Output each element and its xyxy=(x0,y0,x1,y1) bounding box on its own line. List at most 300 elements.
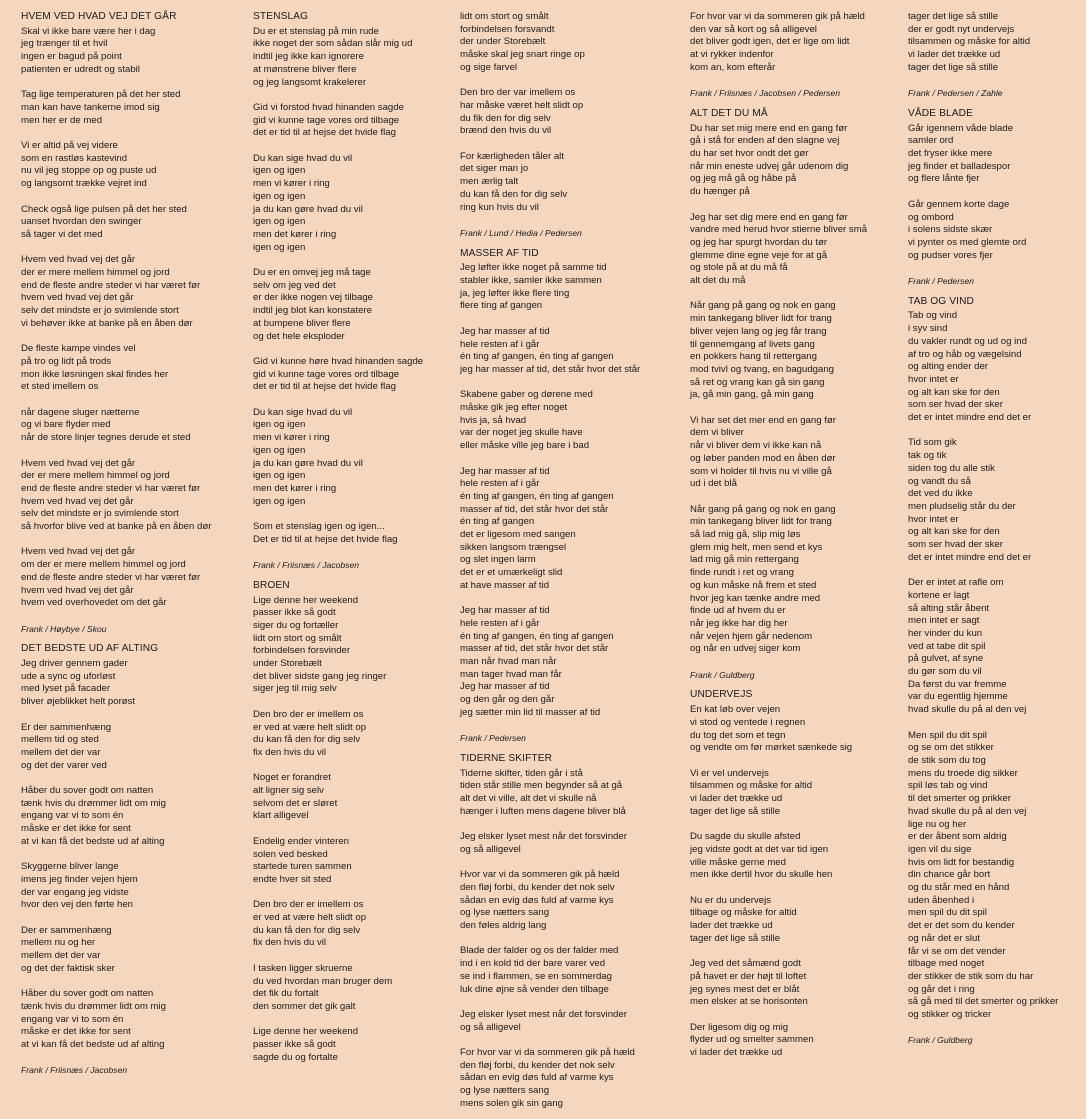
lyric-line: og se om det stikker xyxy=(908,742,994,754)
lyric-line: mod tvivl og tvang, en bagudgang xyxy=(690,363,835,375)
lyric-line: det er tid til at hejse det hvide flag xyxy=(253,381,396,393)
lyric-line: og så alligevel xyxy=(460,843,521,855)
song-credit: Frank / Guldberg xyxy=(690,669,755,680)
lyric-line: når dagene sluger nætterne xyxy=(21,406,140,418)
lyric-line: og vandt du så xyxy=(908,475,971,487)
lyric-line: og det der faktisk sker xyxy=(21,962,115,974)
stanza xyxy=(21,204,211,242)
song-title: DET BEDSTE UD AF ALTING xyxy=(21,643,159,655)
lyric-line: din chance går bort xyxy=(908,869,991,881)
lyric-line: det er intet mindre end det er xyxy=(908,412,1032,424)
lyric-line: du gør som du vil xyxy=(908,666,982,678)
lyric-line: og når det er slut xyxy=(908,932,980,944)
lyric-line: men elsker at se horisonten xyxy=(690,996,808,1008)
lyrics-column-5 xyxy=(908,11,1058,1055)
lyric-line: at bumpene bliver flere xyxy=(253,317,351,329)
lyric-line: ring kun hvis du vil xyxy=(460,201,539,213)
lyric-line: én ting af gangen, én ting af gangen xyxy=(460,490,614,502)
lyric-line: gid vi kunne tage vores ord tilbage xyxy=(253,114,400,126)
song-credit: Frank / Høybye / Skou xyxy=(21,623,107,634)
lyric-line: ja, gå min gang, gå min gang xyxy=(690,389,814,401)
lyric-line: vi behøver ikke at banke på en åben dør xyxy=(21,317,193,329)
lyric-line: tilsammen og måske for altid xyxy=(690,780,813,792)
lyric-line: og stole på at du må få xyxy=(690,262,788,274)
lyric-line: igen og igen xyxy=(253,190,306,202)
lyric-line: Jeg driver gennem gader xyxy=(21,658,128,670)
stanza xyxy=(21,925,211,976)
lyric-line: og så alligevel xyxy=(460,1021,521,1033)
stanza xyxy=(690,895,867,946)
lyric-line: én ting af gangen, én ting af gangen xyxy=(460,630,614,642)
lyric-line: får vi se om det vender xyxy=(908,945,1006,957)
lyric-line: måske skal jeg snart ringe op xyxy=(460,49,585,61)
lyric-line: ja du kan gøre hvad du vil xyxy=(253,457,363,469)
stanza xyxy=(460,11,640,75)
lyric-line: siden tog du alle stik xyxy=(908,462,995,474)
lyric-line: i syv sind xyxy=(908,323,948,335)
lyric-line: finde rundt i ret og vrang xyxy=(690,567,794,579)
lyric-line: med lyset på facader xyxy=(21,683,111,695)
song-credit: Frank / Pedersen / Zahle xyxy=(908,88,1003,99)
stanza xyxy=(908,123,1058,187)
lyric-line: se ind i flammen, se en sommerdag xyxy=(460,970,612,982)
lyric-line: Du er et stenslag på min rude xyxy=(253,25,379,37)
lyric-line: igen og igen xyxy=(253,419,306,431)
stanza xyxy=(908,577,1058,717)
lyric-line: ud i det blå xyxy=(690,478,737,490)
lyric-line: mellem det der var xyxy=(21,950,101,962)
lyric-line: til gennemgang af livets gang xyxy=(690,338,815,350)
lyric-line: igen og igen xyxy=(253,444,306,456)
lyric-line: det er ligesom med sangen xyxy=(460,529,576,541)
lyric-line: en pokkers hang til rettergang xyxy=(690,351,817,363)
lyric-line: Når gang på gang og nok en gang xyxy=(690,300,836,312)
stanza xyxy=(690,768,867,819)
lyric-line: og du står med en hånd xyxy=(908,882,1010,894)
lyric-line: og kun måske nå frem et sted xyxy=(690,579,817,591)
stanza xyxy=(21,254,211,330)
lyric-line: I tasken ligger skruerne xyxy=(253,962,353,974)
lyric-line: der stikker de stik som du har xyxy=(908,970,1034,982)
lyric-line: som en rastløs kastevind xyxy=(21,152,128,164)
lyric-line: og jeg langsomt krakelerer xyxy=(253,76,367,88)
lyric-line: Tid som gik xyxy=(908,437,957,449)
lyric-line: Vi har set det mer end en gang før xyxy=(690,414,836,426)
stanza xyxy=(460,326,640,377)
song-title: MASSER AF TID xyxy=(460,247,539,259)
lyric-line: og vi bare flyder med xyxy=(21,419,111,431)
lyric-line: igen vil du sige xyxy=(908,843,972,855)
lyric-line: var du egentlig hjemme xyxy=(908,691,1008,703)
lyric-line: tilbage med noget xyxy=(908,958,985,970)
song-block xyxy=(908,11,1058,100)
lyric-line: end de fleste andre steder vi har været før xyxy=(21,571,201,583)
stanza xyxy=(21,861,211,912)
stanza xyxy=(460,831,640,856)
stanza xyxy=(460,87,640,138)
stanza xyxy=(690,1022,867,1060)
lyric-line: hvor jeg kan tænke andre med xyxy=(690,592,821,604)
lyric-line: lidt om stort og smålt xyxy=(460,11,549,22)
song-title: TIDERNE SKIFTER xyxy=(460,752,553,764)
lyric-line: glem mig helt, men send et kys xyxy=(690,541,823,553)
lyric-line: flere ting af gangen xyxy=(460,300,543,312)
stanza xyxy=(253,772,423,823)
lyric-line: mens solen gik sin gang xyxy=(460,1097,563,1109)
lyric-line: den fløj forbi, du kender det nok selv xyxy=(460,881,615,893)
lyric-line: samler ord xyxy=(908,135,954,147)
stanza xyxy=(253,267,423,343)
lyric-line: tænk hvis du drømmer lidt om mig xyxy=(21,797,167,809)
lyric-line: min tankegang bliver lidt for trang xyxy=(690,516,832,528)
stanza xyxy=(253,709,423,760)
stanza xyxy=(21,785,211,849)
song-block xyxy=(690,689,867,1059)
stanza xyxy=(21,407,211,445)
lyric-line: Hvem ved hvad vej det går xyxy=(21,457,136,469)
lyric-line: hvem ved hvad vej det går xyxy=(21,292,134,304)
lyric-line: at mønstrene bliver flere xyxy=(253,63,357,75)
stanza xyxy=(460,1009,640,1034)
lyric-line: du hænger på xyxy=(690,186,750,198)
lyric-line: Du har set mig mere end en gang før xyxy=(690,122,848,134)
lyric-line: Gid vi forstod hvad hinanden sagde xyxy=(253,101,404,113)
lyric-line: den føles aldrig lang xyxy=(460,920,547,932)
lyric-line: lige nu og her xyxy=(908,818,967,830)
lyric-line: Check også lige pulsen på det her sted xyxy=(21,203,187,215)
lyric-line: Endelig ender vinteren xyxy=(253,835,350,847)
lyric-line: jeg har masser af tid, det står hvor det står xyxy=(460,363,641,375)
lyric-line: igen og igen xyxy=(253,470,306,482)
lyric-line: men det kører i ring xyxy=(253,482,337,494)
lyric-line: og vendte om før mørket sænkede sig xyxy=(690,742,853,754)
stanza xyxy=(21,546,211,610)
song-title: STENSLAG xyxy=(253,11,309,22)
lyric-line: For kærligheden tåler alt xyxy=(460,150,564,162)
lyric-line: engang var vi to som én xyxy=(21,1013,124,1025)
lyric-line: Går igennem våde blade xyxy=(908,122,1014,134)
lyric-line: hele resten af i går xyxy=(460,478,540,490)
lyric-line: mens du troede dig sikker xyxy=(908,767,1018,779)
lyric-line: er ved at være helt slidt op xyxy=(253,912,367,924)
lyric-line: Er der sammenhæng xyxy=(21,721,112,733)
lyric-line: som ser hvad der sker xyxy=(908,539,1003,551)
lyric-line: igen og igen xyxy=(253,241,306,253)
lyric-line: gå i stå for enden af den slagne vej xyxy=(690,135,840,147)
lyric-line: tænk hvis du drømmer lidt om mig xyxy=(21,1000,167,1012)
stanza xyxy=(253,836,423,887)
song-block xyxy=(690,108,867,682)
lyric-line: tilsammen og måske for altid xyxy=(908,36,1031,48)
lyric-line: Jeg ved det såmænd godt xyxy=(690,958,801,970)
lyric-line: De fleste kampe vindes vel xyxy=(21,343,136,355)
lyric-line: men intet er sagt xyxy=(908,615,980,627)
song-credit: Frank / Pedersen xyxy=(460,733,526,744)
lyric-line: dem vi bliver xyxy=(690,427,744,439)
lyric-line: og alting ender der xyxy=(908,361,989,373)
lyric-line: det er det som du kender xyxy=(908,920,1015,932)
lyric-line: når jeg ikke har dig her xyxy=(690,617,788,629)
lyric-line: Blade der falder og os der falder med xyxy=(460,945,619,957)
lyric-line: hvor den vej den førte hen xyxy=(21,899,133,911)
lyric-line: vi stod og ventede i regnen xyxy=(690,716,806,728)
lyric-line: En kat løb over vejen xyxy=(690,704,781,716)
lyrics-column-3 xyxy=(460,11,640,1119)
lyric-line: er der ikke nogen vej tilbage xyxy=(253,292,373,304)
lyrics-column-1 xyxy=(21,11,211,1085)
lyric-line: og lyse nætters sang xyxy=(460,907,550,919)
stanza xyxy=(253,356,423,394)
lyric-line: ikke noget der som sådan slår mig ud xyxy=(253,38,413,50)
song-block xyxy=(21,643,211,1077)
lyric-line: måske er det ikke for sent xyxy=(21,1026,131,1038)
lyric-line: du kan få den for dig selv xyxy=(253,924,361,936)
lyric-line: Der ligesom dig og mig xyxy=(690,1021,789,1033)
lyric-line: det er intet mindre end det er xyxy=(908,551,1032,563)
lyric-line: og pudser vores fjer xyxy=(908,249,993,261)
stanza xyxy=(253,1026,423,1064)
lyric-line: måske gik jeg efter noget xyxy=(460,402,568,414)
lyric-line: nu vil jeg stoppe op og puste ud xyxy=(21,165,157,177)
lyric-line: jeg vidste godt at det var tid igen xyxy=(690,843,829,855)
stanza xyxy=(253,26,423,90)
lyric-line: hvem ved hvad vej det går xyxy=(21,495,134,507)
stanza xyxy=(460,1047,640,1111)
lyric-line: jeg synes mest det er blåt xyxy=(690,983,800,995)
lyric-line: kortene er lagt xyxy=(908,589,970,601)
lyric-line: Skal vi ikke bare være her i dag xyxy=(21,25,156,37)
lyric-line: uanset hvordan den swinger xyxy=(21,216,142,228)
song-credit: Frank / Guldberg xyxy=(908,1035,973,1046)
lyric-line: sikken langsom trængsel xyxy=(460,541,567,553)
lyric-line: selv det mindste er jo svimlende stort xyxy=(21,305,179,317)
song-block xyxy=(253,580,423,1065)
lyric-line: her vinder du kun xyxy=(908,627,983,639)
lyric-line: af tro og håb og vægelsind xyxy=(908,348,1022,360)
lyrics-column-4 xyxy=(690,11,867,1068)
lyric-line: jeg finder et balladespor xyxy=(908,160,1011,172)
lyric-line: og går det i ring xyxy=(908,983,975,995)
lyric-line: er der åbent som aldrig xyxy=(908,831,1007,843)
stanza xyxy=(460,869,640,933)
lyric-line: og når en udvej siger kom xyxy=(690,643,801,655)
lyric-line: Lige denne her weekend xyxy=(253,594,359,606)
stanza xyxy=(21,722,211,773)
stanza xyxy=(690,212,867,288)
lyric-line: indtil jeg blot kan konstatere xyxy=(253,305,372,317)
lyric-line: Jeg elsker lyset mest når det forsvinder xyxy=(460,1008,627,1020)
lyric-line: fix den hvis du vil xyxy=(253,746,327,758)
lyric-line: tager det lige så stille xyxy=(690,932,781,944)
stanza xyxy=(253,521,423,546)
lyric-line: Når gang på gang og nok en gang xyxy=(690,503,836,515)
lyric-line: der er godt nyt undervejs xyxy=(908,23,1015,35)
lyric-line: vi lader det trække ud xyxy=(690,793,783,805)
lyric-line: og ombord xyxy=(908,211,954,223)
lyric-line: at vi kan få det bedste ud af alting xyxy=(21,1039,165,1051)
lyric-line: solen ved besked xyxy=(253,848,328,860)
lyric-line: på havet er der højt til loftet xyxy=(690,970,807,982)
lyric-line: at vi rykker indenfor xyxy=(690,49,774,61)
lyric-line: så hvorfor blive ved at banke på en åben dør xyxy=(21,521,212,533)
lyric-line: igen og igen xyxy=(253,165,306,177)
lyric-line: det er et umærkeligt slid xyxy=(460,567,563,579)
lyric-line: der er mere mellem himmel og jord xyxy=(21,470,170,482)
lyric-line: men pludselig står du der xyxy=(908,500,1016,512)
lyric-line: én ting af gangen xyxy=(460,516,535,528)
lyric-line: du kan få den for dig selv xyxy=(253,734,361,746)
lyric-line: har måske været helt slidt op xyxy=(460,99,584,111)
lyrics-column-2 xyxy=(253,11,423,1072)
lyric-line: min tankegang bliver lidt for trang xyxy=(690,313,832,325)
lyric-line: det fryser ikke mere xyxy=(908,148,993,160)
lyric-line: men det kører i ring xyxy=(253,228,337,240)
lyric-line: som vi holder til hvis nu vi ville gå xyxy=(690,465,832,477)
stanza xyxy=(21,458,211,534)
song-title: ALT DET DU MÅ xyxy=(690,107,768,119)
stanza xyxy=(690,704,867,755)
lyric-line: så ret og vrang kan gå sin gang xyxy=(690,376,825,388)
song-title: BROEN xyxy=(253,579,290,591)
lyric-line: Jeg har masser af tid xyxy=(460,465,550,477)
lyric-line: end de fleste andre steder vi har været før xyxy=(21,482,201,494)
lyric-line: tager det lige så stille xyxy=(690,805,781,817)
stanza xyxy=(253,407,423,509)
lyric-line: hvem ved overhovedet om det går xyxy=(21,597,167,609)
lyric-line: Som et stenslag igen og igen... xyxy=(253,521,385,533)
lyric-line: endte hver sit sted xyxy=(253,873,332,885)
stanza xyxy=(690,300,867,402)
lyric-line: gid vi kunne tage vores ord tilbage xyxy=(253,368,400,380)
lyric-line: hvad skulle du på al den vej xyxy=(908,704,1027,716)
lyric-line: Der er intet at rafle om xyxy=(908,577,1004,589)
lyric-line: jeg trænger til et hvil xyxy=(21,38,108,50)
lyric-line: det ved du ikke xyxy=(908,488,973,500)
stanza xyxy=(690,504,867,656)
stanza xyxy=(908,730,1058,1022)
song-credit: Frank / Lund / Hedia / Pedersen xyxy=(460,227,582,238)
stanza xyxy=(460,945,640,996)
lyric-line: Hvor var vi da sommeren gik på hæld xyxy=(460,869,620,881)
stanza xyxy=(253,899,423,950)
lyric-line: Skyggerne bliver lange xyxy=(21,861,119,873)
stanza xyxy=(460,466,640,593)
lyric-line: du kan få den for dig selv xyxy=(460,188,568,200)
lyric-line: Du kan sige hvad du vil xyxy=(253,406,353,418)
lyric-line: det bliver godt igen, det er lige om lidt xyxy=(690,36,850,48)
lyric-line: men ikke dertil hvor du skulle hen xyxy=(690,869,833,881)
lyric-line: Håber du sover godt om natten xyxy=(21,785,154,797)
lyric-line: og lyse nætters sang xyxy=(460,1085,550,1097)
lyric-line: flyder ud og smelter sammen xyxy=(690,1034,814,1046)
stanza xyxy=(460,768,640,819)
lyric-line: luk dine øjne så vender den tilbage xyxy=(460,983,609,995)
lyric-line: så tager vi det med xyxy=(21,228,103,240)
lyric-line: For hvor var vi da sommeren gik på hæld xyxy=(690,11,865,22)
lyric-line: ja, jeg løfter ikke flere ting xyxy=(460,287,570,299)
lyric-line: på gulvet, af syne xyxy=(908,653,984,665)
lyric-line: det siger man jo xyxy=(460,163,529,175)
lyric-line: hvis ja, så hvad xyxy=(460,414,527,426)
lyric-line: og alt kan ske for den xyxy=(908,386,1000,398)
lyric-line: og alt kan ske for den xyxy=(908,526,1000,538)
lyric-line: er ved at være helt slidt op xyxy=(253,721,367,733)
stanza xyxy=(908,199,1058,263)
lyric-line: og det der varer ved xyxy=(21,759,107,771)
lyric-line: forbindelsen forsvinder xyxy=(253,645,351,657)
lyric-line: imens jeg finder vejen hjem xyxy=(21,873,138,885)
lyric-line: fix den hvis du vil xyxy=(253,937,327,949)
lyric-line: spil løs tab og vind xyxy=(908,780,988,792)
lyric-line: så alting står åbent xyxy=(908,602,990,614)
lyric-line: selvom det er sløret xyxy=(253,797,338,809)
stanza xyxy=(460,605,640,719)
lyric-line: passer ikke så godt xyxy=(253,607,336,619)
lyric-line: det bliver sidste gang jeg ringer xyxy=(253,670,387,682)
lyric-line: alt ligner sig selv xyxy=(253,785,324,797)
lyric-line: Lige denne her weekend xyxy=(253,1026,359,1038)
lyric-line: ind i en kold tid der bare varer ved xyxy=(460,958,606,970)
lyric-line: og stikker og tricker xyxy=(908,1009,992,1021)
lyric-line: bliver vejen lang og jeg får trang xyxy=(690,325,827,337)
lyric-line: Da først du var fremme xyxy=(908,678,1007,690)
lyric-line: end de fleste andre steder vi har været før xyxy=(21,279,201,291)
lyric-line: vi pynter os med glemte ord xyxy=(908,236,1027,248)
stanza xyxy=(690,831,867,882)
stanza xyxy=(460,262,640,313)
lyric-line: et sted imellem os xyxy=(21,381,99,393)
lyric-line: For hvor var vi da sommeren gik på hæld xyxy=(460,1047,635,1059)
lyric-line: Jeg løfter ikke noget på samme tid xyxy=(460,262,607,274)
lyric-line: under Storebælt xyxy=(253,658,322,670)
lyric-line: Du sagde du skulle afsted xyxy=(690,831,801,843)
lyric-line: Der er sammenhæng xyxy=(21,924,112,936)
lyric-line: hvis om lidt for bestandig xyxy=(908,856,1015,868)
lyric-line: Skabene gaber og dørene med xyxy=(460,389,593,401)
lyric-line: Jeg har masser af tid xyxy=(460,605,550,617)
lyric-line: sådan en evig døs fuld af varme kys xyxy=(460,894,614,906)
lyric-line: og den går og den går xyxy=(460,694,555,706)
lyric-line: tager det lige så stille xyxy=(908,11,999,22)
lyric-line: ja du kan gøre hvad du vil xyxy=(253,203,363,215)
lyric-line: når de store linjer tegnes derude et sted xyxy=(21,432,191,444)
lyric-line: siger jeg til mig selv xyxy=(253,683,337,695)
lyric-line: ingen er bagud på point xyxy=(21,51,122,63)
lyric-line: klart alligevel xyxy=(253,810,309,822)
lyric-line: Håber du sover godt om natten xyxy=(21,988,154,1000)
lyric-line: Den bro der er imellem os xyxy=(253,899,364,911)
stanza xyxy=(908,310,1058,424)
lyric-line: Du er en omvej jeg må tage xyxy=(253,267,371,279)
stanza xyxy=(253,102,423,140)
lyric-line: og langsomt trække vejret ind xyxy=(21,178,147,190)
stanza xyxy=(21,658,211,709)
lyric-line: selv det mindste er jo svimlende stort xyxy=(21,508,179,520)
stanza xyxy=(690,415,867,491)
lyric-line: der er mere mellem himmel og jord xyxy=(21,267,170,278)
song-block xyxy=(690,11,867,100)
lyric-line: men her er de med xyxy=(21,114,103,126)
song-title: VÅDE BLADE xyxy=(908,107,973,119)
lyric-line: så gå med til det smerter og prikker xyxy=(908,996,1059,1008)
lyric-line: alt det vi ville, alt det vi skulle nå xyxy=(460,793,597,805)
lyric-line: stabler ikke, samler ikke sammen xyxy=(460,275,602,287)
lyric-line: Jeg har set dig mere end en gang før xyxy=(690,211,848,223)
stanza xyxy=(460,151,640,215)
lyric-line: hvad skulle du på al den vej xyxy=(908,805,1027,817)
lyric-line: om der er mere mellem himmel og jord xyxy=(21,559,186,571)
lyric-line: vi lader det trække ud xyxy=(690,1047,783,1059)
